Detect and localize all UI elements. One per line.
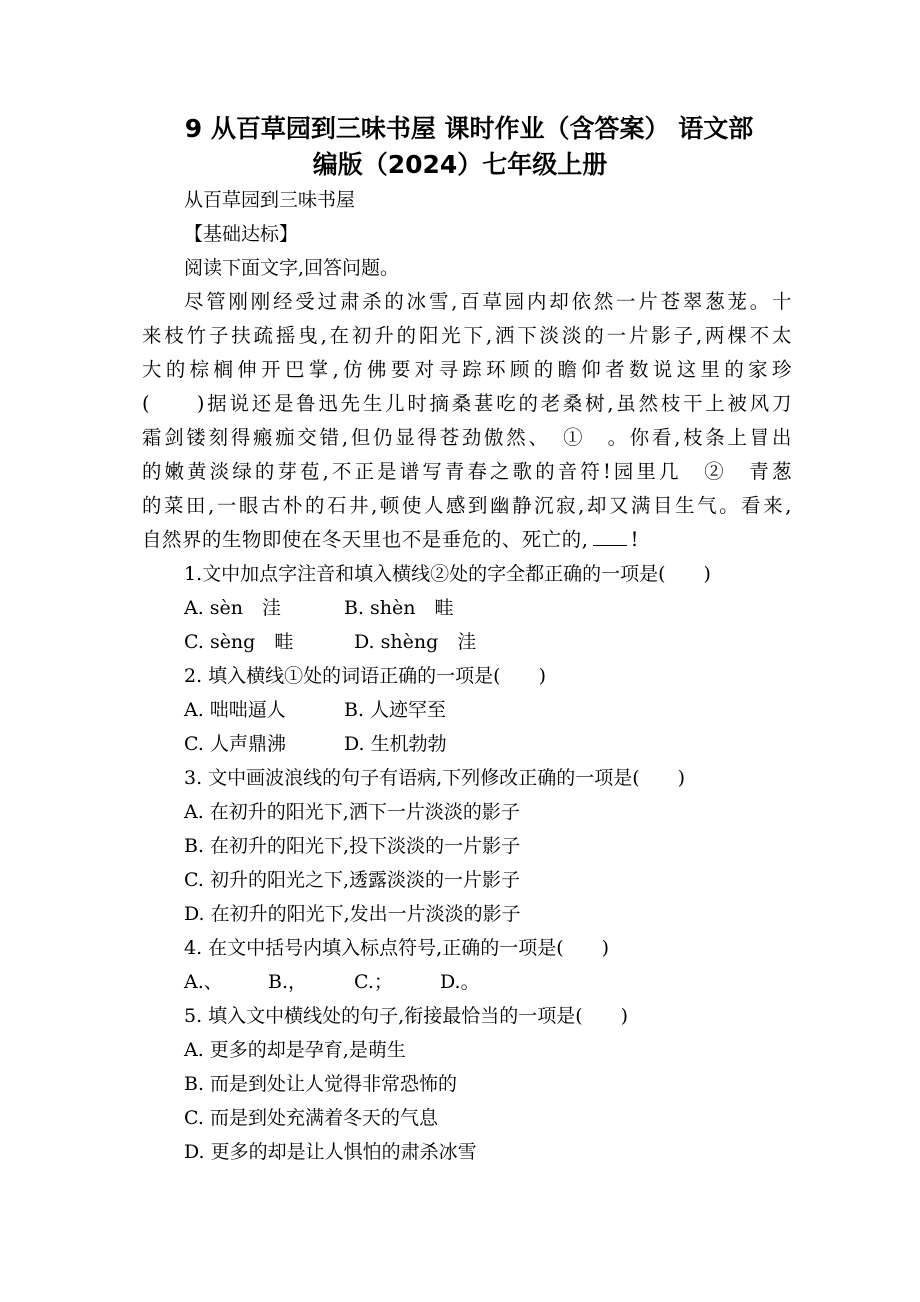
question-option: D. 更多的却是让人惧怕的肃杀冰雪 xyxy=(184,1141,477,1163)
reading-instruction: 阅读下面文字,回答问题。 xyxy=(184,257,400,279)
fill-blank-line xyxy=(593,535,627,546)
question-option: C. 而是到处充满着冬天的气息 xyxy=(184,1107,438,1129)
question-option: D. shèng 洼 xyxy=(354,631,477,653)
question-option: A. 在初升的阳光下,洒下一片淡淡的影子 xyxy=(184,801,520,823)
question-option: C. 初升的阳光之下,透露淡淡的一片影子 xyxy=(184,869,520,891)
question-option: A. 咄咄逼人 xyxy=(184,699,286,721)
section-heading: 【基础达标】 xyxy=(184,223,299,245)
passage-line: 的菜田,一眼古朴的石井,顿使人感到幽静沉寂,却又满目生气。看来, xyxy=(142,494,792,517)
question-stem: 5. 填入文中横线处的句子,衔接最恰当的一项是( ) xyxy=(184,1005,629,1027)
question-option: A. 更多的却是孕育,是萌生 xyxy=(184,1039,406,1061)
question-option: B. 而是到处让人觉得非常恐怖的 xyxy=(184,1073,458,1095)
question-option: D. 在初升的阳光下,发出一片淡淡的影子 xyxy=(184,903,521,925)
question-option: B. 人迹罕至 xyxy=(344,699,447,721)
question-option: D. 生机勃勃 xyxy=(344,733,447,755)
question-stem: 4. 在文中括号内填入标点符号,正确的一项是( ) xyxy=(184,937,610,959)
passage-line: 尽管刚刚经受过肃杀的冰雪,百草园内却依然一片苍翠葱茏。十 xyxy=(184,290,792,313)
question-option: B. 在初升的阳光下,投下淡淡的一片影子 xyxy=(184,835,521,857)
question-stem: 1.文中加点字注音和填入横线②处的字全都正确的一项是( ) xyxy=(184,563,711,585)
lesson-subtitle: 从百草园到三味书屋 xyxy=(184,189,356,211)
passage-line: 的嫩黄淡绿的芽苞,不正是谱写青春之歌的音符!园里几 ② 青葱 xyxy=(142,460,792,483)
passage-last-line xyxy=(142,527,639,553)
document-title-line-1: 9 从百草园到三味书屋 课时作业（含答案） 语文部 xyxy=(184,114,754,143)
passage-line: 霜剑镂刻得瘢痂交错,但仍显得苍劲傲然、 ① 。你看,枝条上冒出 xyxy=(142,426,792,449)
question-option: C.； xyxy=(354,971,393,993)
question-option: A. sèn 洼 xyxy=(184,597,282,619)
question-option: D.。 xyxy=(440,971,480,993)
passage-line-end: ! xyxy=(630,528,639,551)
document-title-line-2: 编版（2024）七年级上册 xyxy=(312,150,608,179)
question-option: C. sèng 畦 xyxy=(184,631,294,653)
question-option: A.、 xyxy=(184,971,223,993)
question-option: B. shèn 畦 xyxy=(344,597,454,619)
passage-line: 来枝竹子扶疏摇曳,在初升的阳光下,洒下淡淡的一片影子,两棵不太 xyxy=(142,324,792,347)
passage-line: ( )据说还是鲁迅先生儿时摘桑葚吃的老桑树,虽然枝干上被风刀 xyxy=(142,392,792,415)
question-option: C. 人声鼎沸 xyxy=(184,733,286,755)
question-stem: 3. 文中画波浪线的句子有语病,下列修改正确的一项是( ) xyxy=(184,767,686,789)
question-option: B.， xyxy=(268,971,308,993)
passage-line: 自然界的生物即使在冬天里也不是垂危的、死亡的, xyxy=(142,528,589,551)
question-stem: 2. 填入横线①处的词语正确的一项是( ) xyxy=(184,665,546,687)
passage-line: 大的棕榈伸开巴掌,仿佛要对寻踪环顾的瞻仰者数说这里的家珍 xyxy=(142,358,792,381)
